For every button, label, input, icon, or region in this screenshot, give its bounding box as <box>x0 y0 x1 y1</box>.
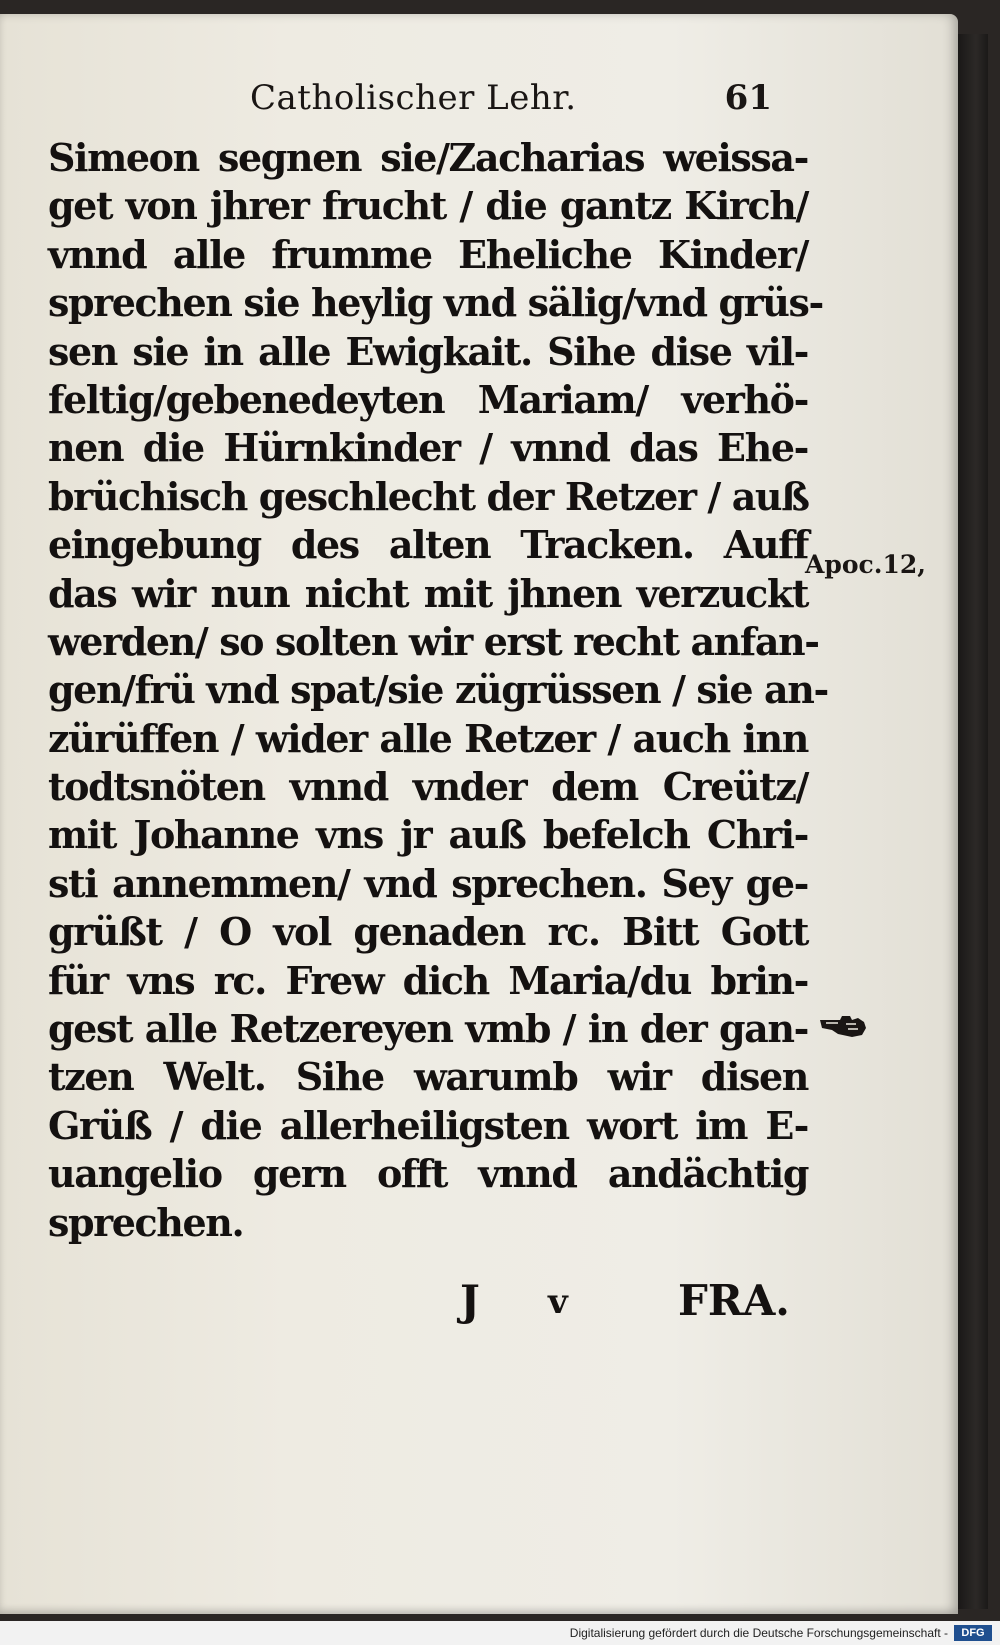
text-line: gest alle Retzereyen vmb / in der gan- <box>48 1006 808 1052</box>
book-fore-edge <box>958 34 988 1609</box>
dfg-logo: DFG <box>954 1625 992 1641</box>
text-line: uangelio gern offt vnnd andächtig <box>48 1151 808 1197</box>
page-number: 61 <box>724 78 772 118</box>
text-line: get von jhrer frucht / die gantz Kirch/ <box>48 183 808 229</box>
text-line: todtsnöten vnnd vnder dem Creütz/ <box>48 764 808 810</box>
text-line: das wir nun nicht mit jhnen verzuckt <box>48 570 808 616</box>
text-line: feltig/gebenedeyten Mariam/ verhö- <box>48 376 808 422</box>
pointing-hand-icon <box>818 1008 874 1042</box>
text-line: gen/frü vnd spat/sie zügrüssen / sie an- <box>48 667 828 713</box>
text-line: vnnd alle frumme Eheliche Kinder/ <box>48 231 808 277</box>
digitization-footer <box>0 1621 1000 1645</box>
text-line: grüßt / O vol genaden rc. Bitt Gott <box>48 909 808 955</box>
footer-credit: Digitalisierung gefördert durch die Deutsche Forschungsgemeinschaft - <box>569 1626 948 1640</box>
signature-mark <box>460 1276 810 1336</box>
text-line: für vns rc. Frew dich Maria/du brin- <box>48 957 808 1003</box>
text-line: mit Johanne vns jr auß befelch Chri- <box>48 812 808 858</box>
page-header <box>250 78 780 122</box>
signature-number: v <box>548 1282 568 1322</box>
text-line: brüchisch geschlecht der Retzer / auß <box>48 473 809 519</box>
text-line: sti annemmen/ vnd sprechen. Sey ge- <box>48 860 808 906</box>
catchword: FRA. <box>678 1276 790 1325</box>
text-line: sen sie in alle Ewigkait. Sihe dise vil- <box>48 328 808 374</box>
running-head: Catholischer Lehr. <box>250 78 577 118</box>
text-line: eingebung des alten Tracken. Auff <box>48 522 808 568</box>
text-line: zürüffen / wider alle Retzer / auch inn <box>48 715 808 761</box>
text-line: nen die Hürnkinder / vnnd das Ehe- <box>48 425 808 471</box>
text-line: tzen Welt. Sihe warumb wir disen <box>48 1054 808 1100</box>
text-line: sprechen sie heylig vnd sälig/vnd grüs- <box>48 280 823 326</box>
margin-note: Apoc.12, <box>805 550 926 579</box>
text-line: Grüß / die allerheiligsten wort im E- <box>48 1102 808 1148</box>
signature-letter: J <box>460 1276 480 1325</box>
text-line: sprechen. <box>48 1199 244 1245</box>
body-text <box>48 134 828 1247</box>
text-line: werden/ so solten wir erst recht anfan- <box>48 618 819 664</box>
text-line: Simeon segnen sie/Zacharias weissa- <box>48 135 808 180</box>
book-page <box>0 14 958 1614</box>
